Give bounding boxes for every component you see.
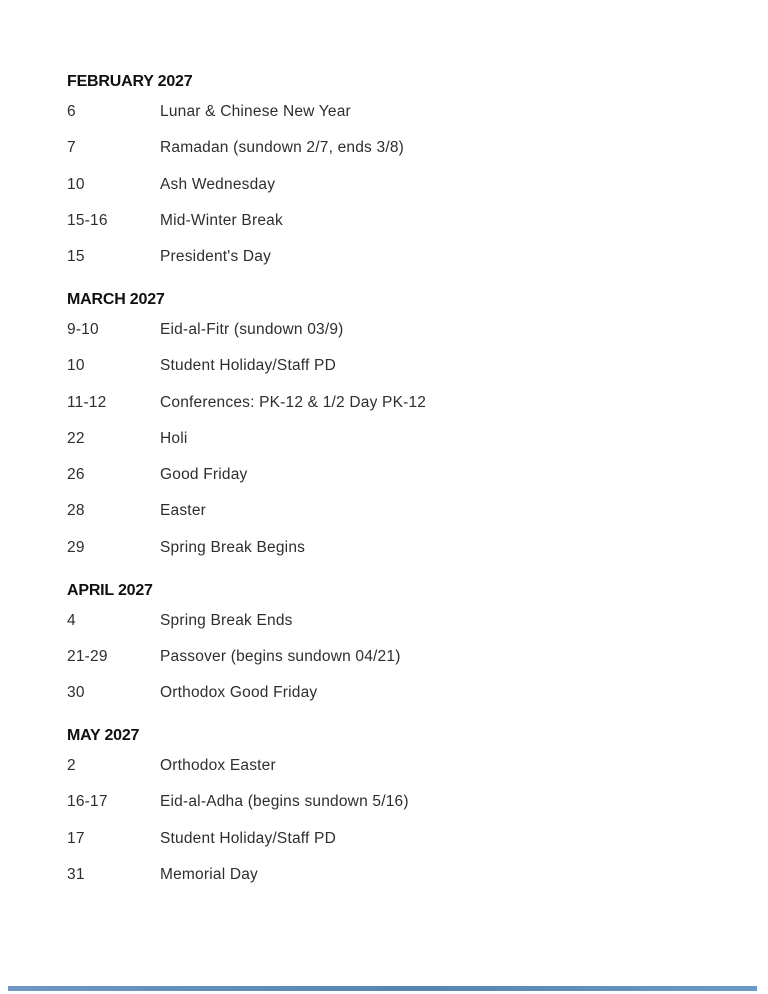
event-name: Orthodox Good Friday	[160, 684, 318, 702]
event-date: 16-17	[67, 793, 108, 811]
event-date: 21-29	[67, 647, 108, 665]
bottom-accent-bar	[8, 986, 757, 991]
event-date: 31	[67, 865, 85, 883]
event-name: Ash Wednesday	[160, 175, 276, 193]
event-date: 29	[67, 538, 85, 556]
event-date: 30	[67, 684, 85, 702]
event-date: 15	[67, 248, 85, 266]
event-row	[67, 103, 728, 139]
event-name: Holi	[160, 429, 188, 447]
month-header: FEBRUARY 2027	[67, 73, 193, 90]
event-row	[67, 357, 728, 393]
event-name: Memorial Day	[160, 865, 259, 883]
event-date: 9-10	[67, 320, 99, 338]
event-row	[67, 212, 728, 248]
event-name: Passover (begins sundown 04/21)	[160, 647, 401, 665]
event-row	[67, 793, 728, 829]
event-date: 22	[67, 429, 85, 447]
event-name: Mid-Winter Break	[160, 211, 283, 229]
event-date: 6	[67, 103, 76, 120]
event-date: 11-12	[67, 393, 107, 411]
month-section	[67, 74, 728, 284]
event-row	[67, 866, 728, 902]
month-header: APRIL 2027	[67, 581, 153, 599]
event-name: Lunar & Chinese New Year	[160, 103, 351, 120]
event-row	[67, 321, 728, 357]
calendar-sections	[67, 74, 728, 910]
event-row	[67, 502, 728, 538]
event-date: 17	[67, 829, 85, 847]
month-section	[67, 292, 728, 575]
event-name: Orthodox Easter	[160, 756, 276, 774]
event-date: 28	[67, 502, 85, 520]
event-row	[67, 648, 728, 684]
event-row	[67, 612, 728, 648]
event-date: 10	[67, 175, 85, 193]
event-date: 26	[67, 466, 85, 484]
event-name: Student Holiday/Staff PD	[160, 829, 336, 847]
event-row	[67, 139, 728, 175]
event-name: Conferences: PK-12 & 1/2 Day PK-12	[160, 393, 427, 411]
event-date: 15-16	[67, 211, 108, 229]
event-date: 10	[67, 357, 85, 375]
event-name: Ramadan (sundown 2/7, ends 3/8)	[160, 139, 405, 157]
event-name: Spring Break Ends	[160, 611, 293, 629]
event-row	[67, 539, 728, 575]
month-section	[67, 583, 728, 721]
event-name: Easter	[160, 502, 206, 520]
event-row	[67, 466, 728, 502]
month-header: MARCH 2027	[67, 290, 165, 308]
event-row	[67, 757, 728, 793]
event-name: Eid-al-Fitr (sundown 03/9)	[160, 320, 344, 338]
event-row	[67, 830, 728, 866]
event-date: 2	[67, 756, 76, 774]
event-name: Student Holiday/Staff PD	[160, 357, 336, 375]
event-date: 7	[67, 139, 76, 157]
event-row	[67, 248, 728, 284]
event-row	[67, 684, 728, 720]
month-header: MAY 2027	[67, 726, 140, 744]
event-row	[67, 176, 728, 212]
event-name: President's Day	[160, 248, 272, 266]
month-section	[67, 728, 728, 902]
event-date: 4	[67, 611, 76, 629]
event-name: Good Friday	[160, 466, 248, 484]
event-row	[67, 394, 728, 430]
event-name: Eid-al-Adha (begins sundown 5/16)	[160, 793, 409, 811]
event-name: Spring Break Begins	[160, 538, 306, 556]
event-row	[67, 430, 728, 466]
